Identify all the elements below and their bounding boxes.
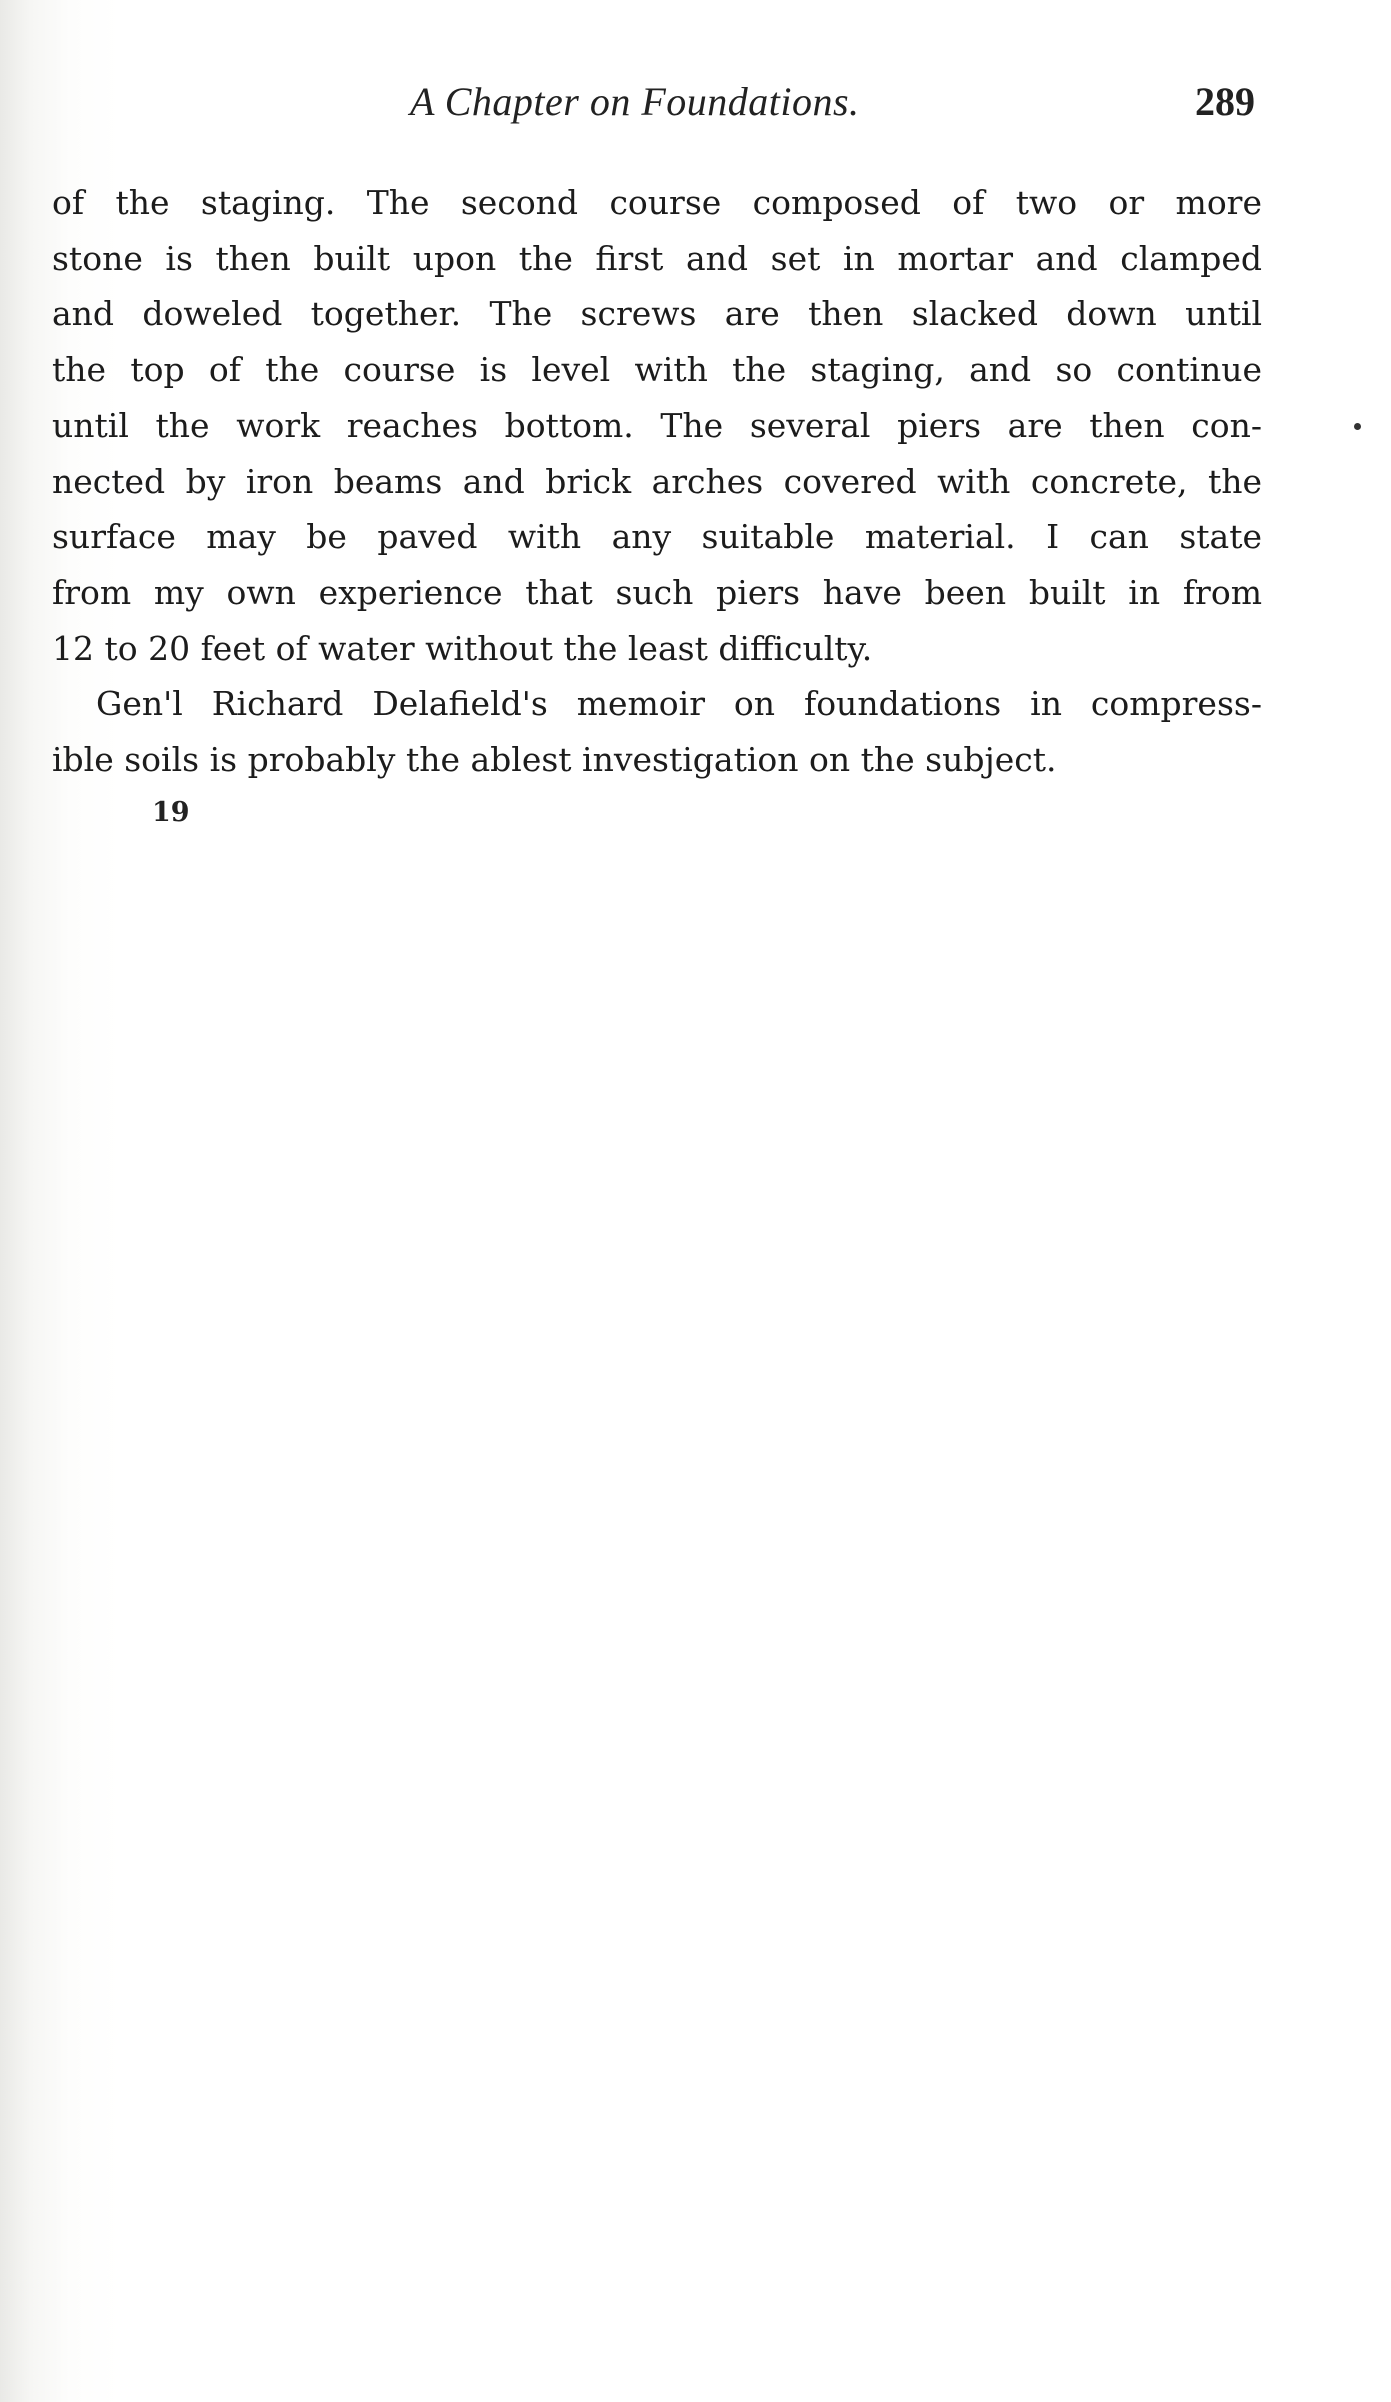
text-line: the top of the course is level with the staging, and so continue: [52, 350, 1262, 390]
text-line: until the work reaches bottom. The several piers are then con-: [52, 405, 1262, 445]
text-line: Gen'l Richard Delafield's memoir on foundations in compress-: [96, 684, 1262, 724]
signature-mark: 19: [152, 797, 190, 828]
text-line: ible soils is probably the ablest investigation on the subject.: [52, 740, 1057, 780]
text-line: stone is then built upon the first and set in mortar and clamped: [52, 238, 1262, 278]
body-text: [52, 175, 1262, 788]
text-line: and doweled together. The screws are then slacked down until: [52, 294, 1262, 334]
page-number: 289: [1195, 79, 1255, 124]
text-line: surface may be paved with any suitable material. I can state: [52, 517, 1262, 557]
text-line: from my own experience that such piers have been built in from: [52, 572, 1262, 612]
margin-dot: [1354, 423, 1361, 430]
running-head: [0, 78, 1391, 128]
text-line: of the staging. The second course composed of two or more: [52, 183, 1262, 222]
text-line: nected by iron beams and brick arches covered with concrete, the: [52, 461, 1262, 501]
text-line: 12 to 20 feet of water without the least difficulty.: [52, 628, 873, 668]
running-title: A Chapter on Foundations.: [410, 79, 860, 124]
